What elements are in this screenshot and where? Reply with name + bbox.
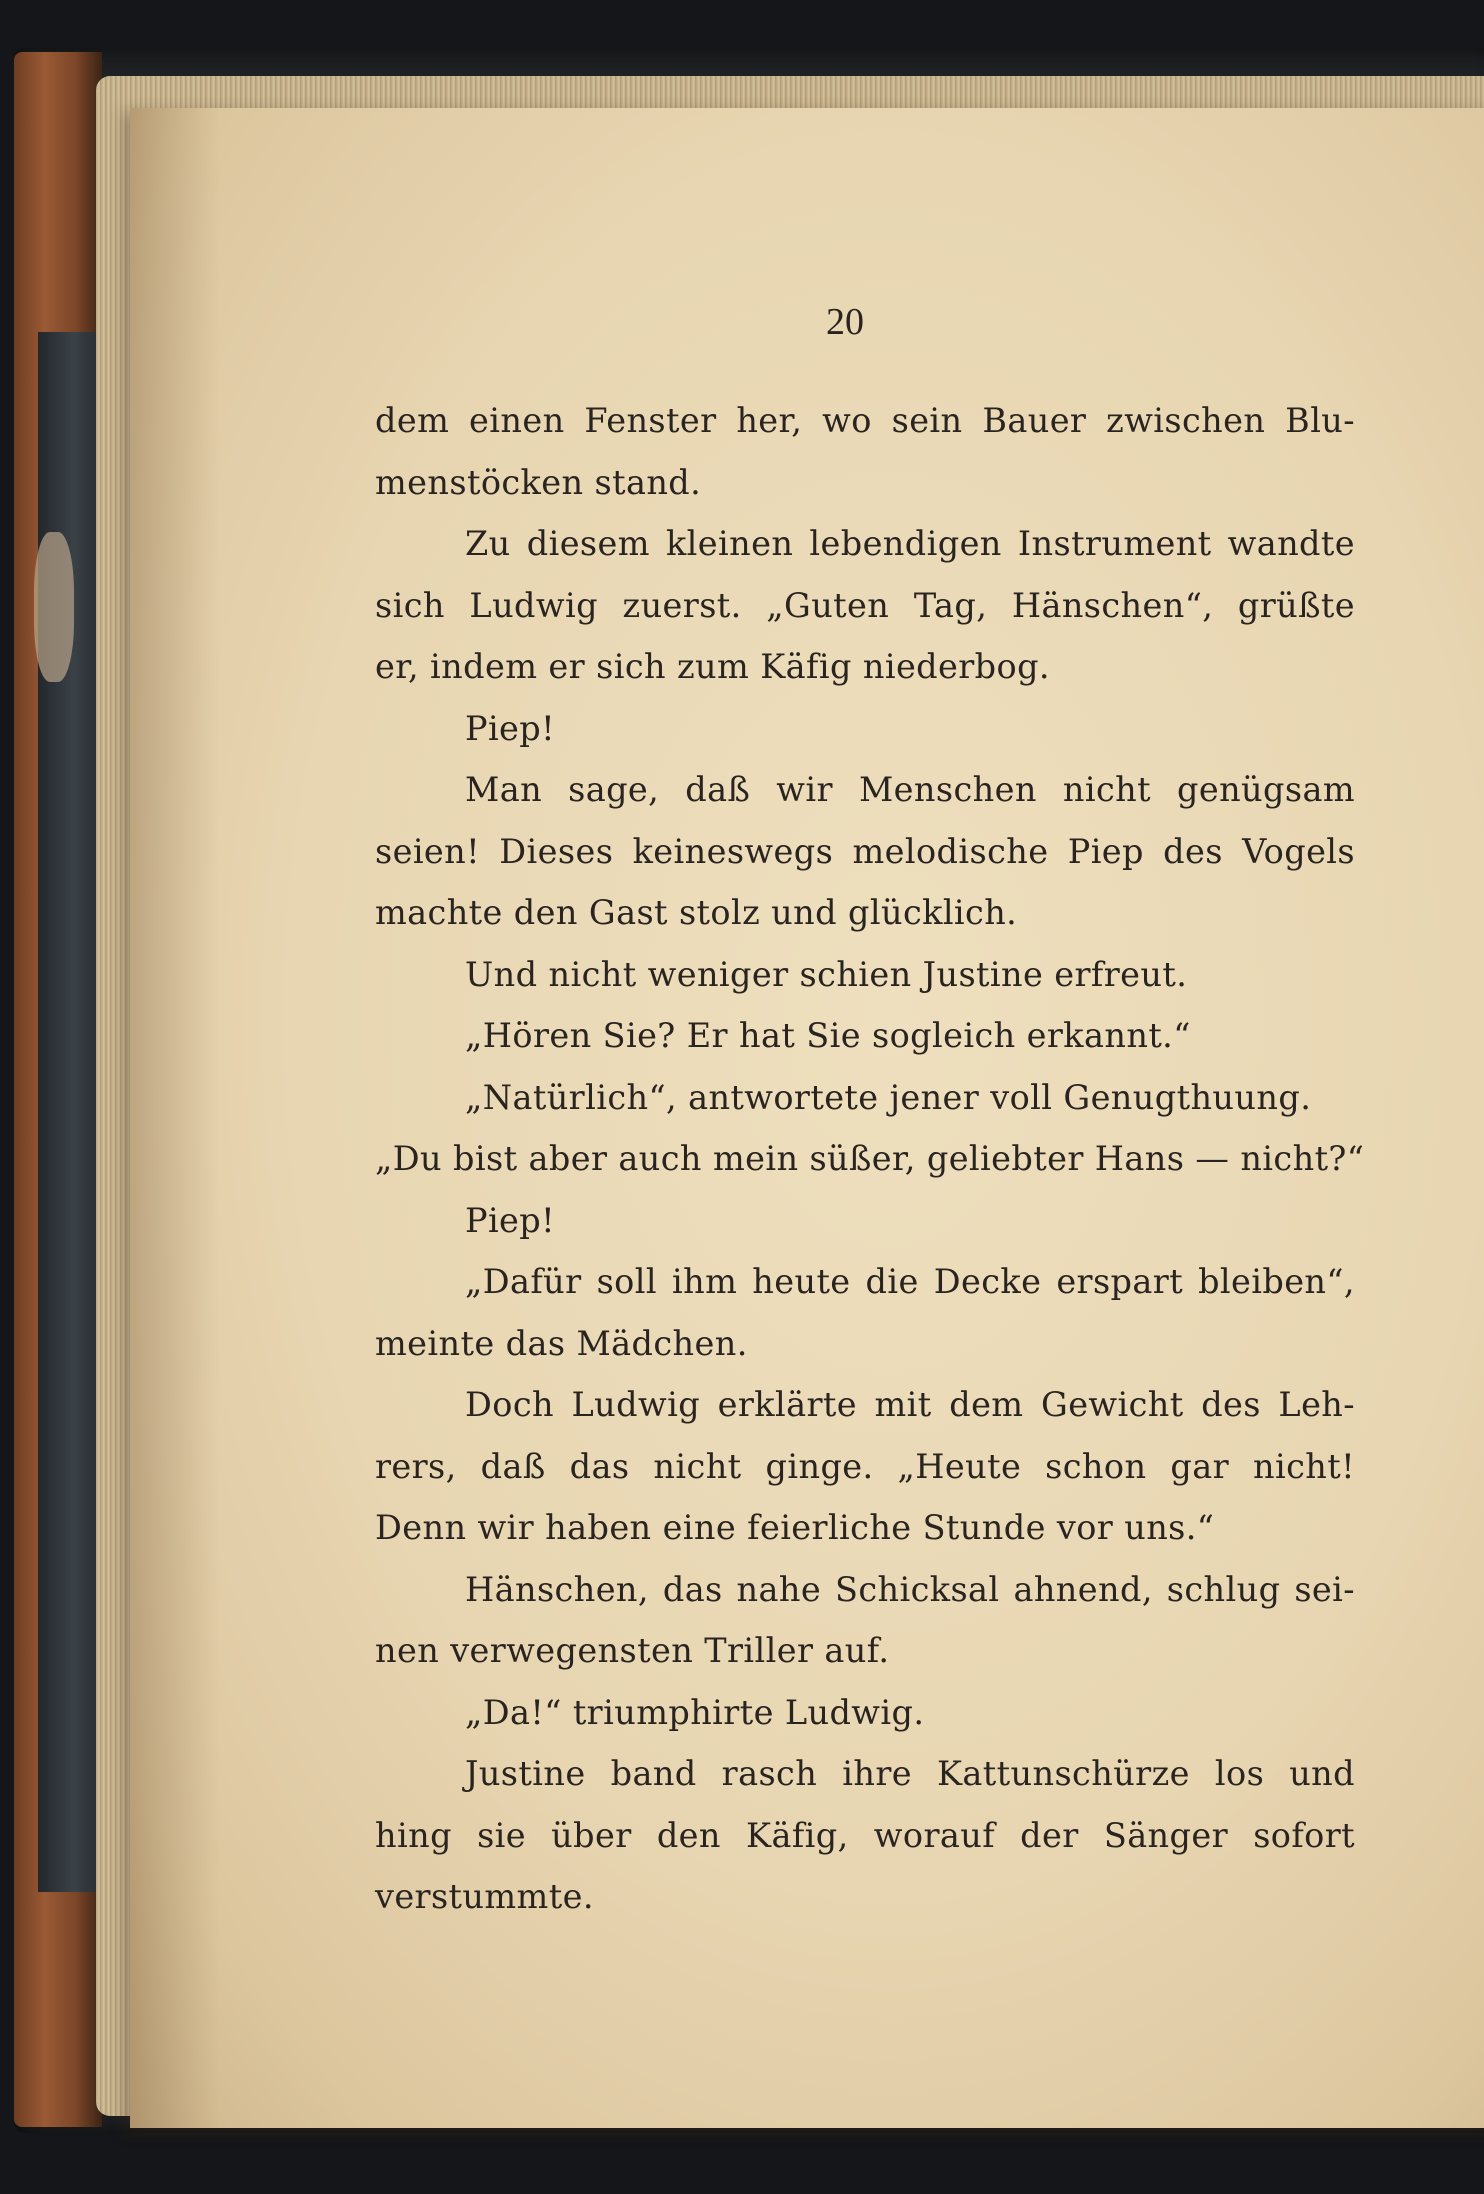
text-line: verstummte. bbox=[375, 1877, 594, 1916]
text-line: Doch Ludwig erklärte mit dem Gewicht des Leh- bbox=[465, 1385, 1355, 1424]
spine-worn-patch bbox=[34, 532, 74, 682]
text-line: dem einen Fenster her, wo sein Bauer zwischen Blu- bbox=[375, 401, 1355, 440]
book-spine bbox=[14, 52, 102, 2127]
text-line: rers, daß das nicht ginge. „Heute schon gar nicht! bbox=[375, 1446, 1355, 1486]
text-line: Justine band rasch ihre Kattunschürze los und bbox=[465, 1754, 1355, 1793]
text-line: Denn wir haben eine feierliche Stunde vor uns.“ bbox=[375, 1508, 1215, 1547]
text-line: Piep! bbox=[465, 1200, 555, 1240]
text-line: seien! Dieses keineswegs melodische Piep des Vogels bbox=[375, 831, 1355, 871]
gutter-shadow bbox=[130, 108, 220, 2128]
text-line: Man sage, daß wir Menschen nicht genügsam bbox=[465, 770, 1355, 809]
text-line: sich Ludwig zuerst. „Guten Tag, Hänschen“, grüßte bbox=[375, 585, 1355, 625]
text-line: „Hören Sie? Er hat Sie sogleich erkannt.“ bbox=[465, 1016, 1191, 1055]
text-line: machte den Gast stolz und glücklich. bbox=[375, 893, 1018, 932]
page-text bbox=[375, 390, 1365, 1928]
text-line: er, indem er sich zum Käfig niederbog. bbox=[375, 647, 1050, 686]
text-line: „Dafür soll ihm heute die Decke erspart bleiben“, bbox=[465, 1262, 1355, 1301]
text-line: „Da!“ triumphirte Ludwig. bbox=[465, 1692, 925, 1732]
text-line: meinte das Mädchen. bbox=[375, 1323, 748, 1363]
text-line: Hänschen, das nahe Schicksal ahnend, schlug sei- bbox=[465, 1569, 1355, 1609]
text-line: Zu diesem kleinen lebendigen Instrument wandte bbox=[465, 524, 1355, 563]
text-line: „Natürlich“, antwortete jener voll Genugthuung. bbox=[465, 1077, 1312, 1117]
text-line: Und nicht weniger schien Justine erfreut. bbox=[465, 954, 1188, 994]
text-line: menstöcken stand. bbox=[375, 462, 702, 502]
text-line: Piep! bbox=[465, 708, 555, 748]
text-line: „Du bist aber auch mein süßer, geliebter Hans — nicht?“ bbox=[375, 1139, 1365, 1178]
text-line: hing sie über den Käfig, worauf der Sänger sofort bbox=[375, 1815, 1355, 1855]
page-number: 20 bbox=[826, 301, 864, 343]
text-line: nen verwegensten Triller auf. bbox=[375, 1631, 890, 1670]
